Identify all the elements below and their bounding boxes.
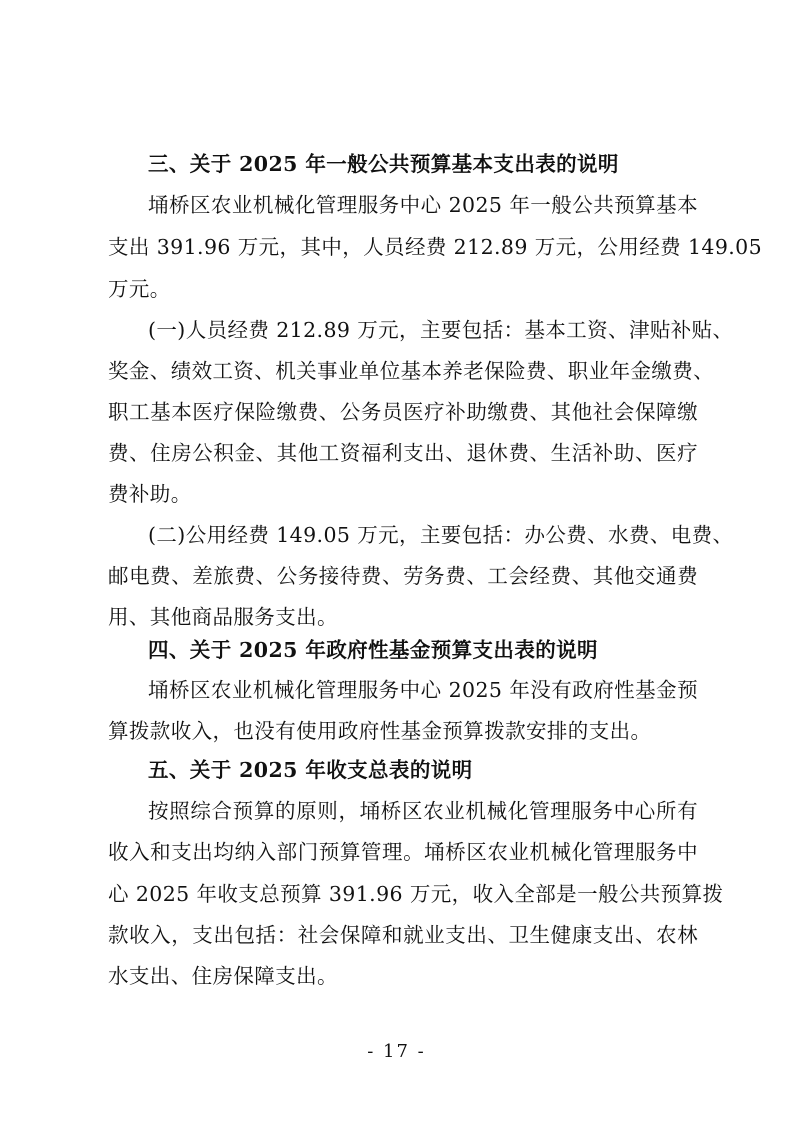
paragraph-line: 万元。 [108, 277, 171, 301]
paragraph-line: 按照综合预算的原则，埇桥区农业机械化管理服务中心所有 [148, 799, 698, 823]
paragraph-line: 费补助。 [108, 482, 192, 506]
paragraph-line: 埇桥区农业机械化管理服务中心 2025 年没有政府性基金预 [148, 678, 698, 702]
section-heading: 三、关于 2025 年一般公共预算基本支出表的说明 [148, 152, 619, 176]
paragraph-line: 算拨款收入，也没有使用政府性基金预算拨款安排的支出。 [108, 719, 652, 743]
paragraph-line: (二)公用经费 149.05 万元，主要包括：办公费、水费、电费、 [148, 523, 734, 547]
paragraph-line: 费、住房公积金、其他工资福利支出、退休费、生活补助、医疗 [108, 441, 698, 465]
paragraph-line: 用、其他商品服务支出。 [108, 605, 338, 629]
paragraph-line: 心 2025 年收支总预算 391.96 万元，收入全部是一般公共预算拨 [108, 882, 724, 906]
section-heading: 四、关于 2025 年政府性基金预算支出表的说明 [148, 638, 598, 662]
paragraph-line: 支出 391.96 万元，其中，人员经费 212.89 万元，公用经费 149.05 [108, 235, 763, 259]
paragraph-line: 收入和支出均纳入部门预算管理。埇桥区农业机械化管理服务中 [108, 840, 698, 864]
paragraph-line: 奖金、绩效工资、机关事业单位基本养老保险费、职业年金缴费、 [108, 359, 715, 383]
paragraph-line: 埇桥区农业机械化管理服务中心 2025 年一般公共预算基本 [148, 193, 698, 217]
paragraph-line: 款收入，支出包括：社会保障和就业支出、卫生健康支出、农林 [108, 923, 698, 947]
paragraph-line: 职工基本医疗保险缴费、公务员医疗补助缴费、其他社会保障缴 [108, 400, 698, 424]
page-number: - 17 - [367, 1041, 426, 1062]
paragraph-line: 邮电费、差旅费、公务接待费、劳务费、工会经费、其他交通费 [108, 564, 698, 588]
paragraph-line: (一)人员经费 212.89 万元，主要包括：基本工资、津贴补贴、 [148, 318, 734, 342]
section-heading: 五、关于 2025 年收支总表的说明 [148, 758, 473, 782]
paragraph-line: 水支出、住房保障支出。 [108, 964, 338, 988]
